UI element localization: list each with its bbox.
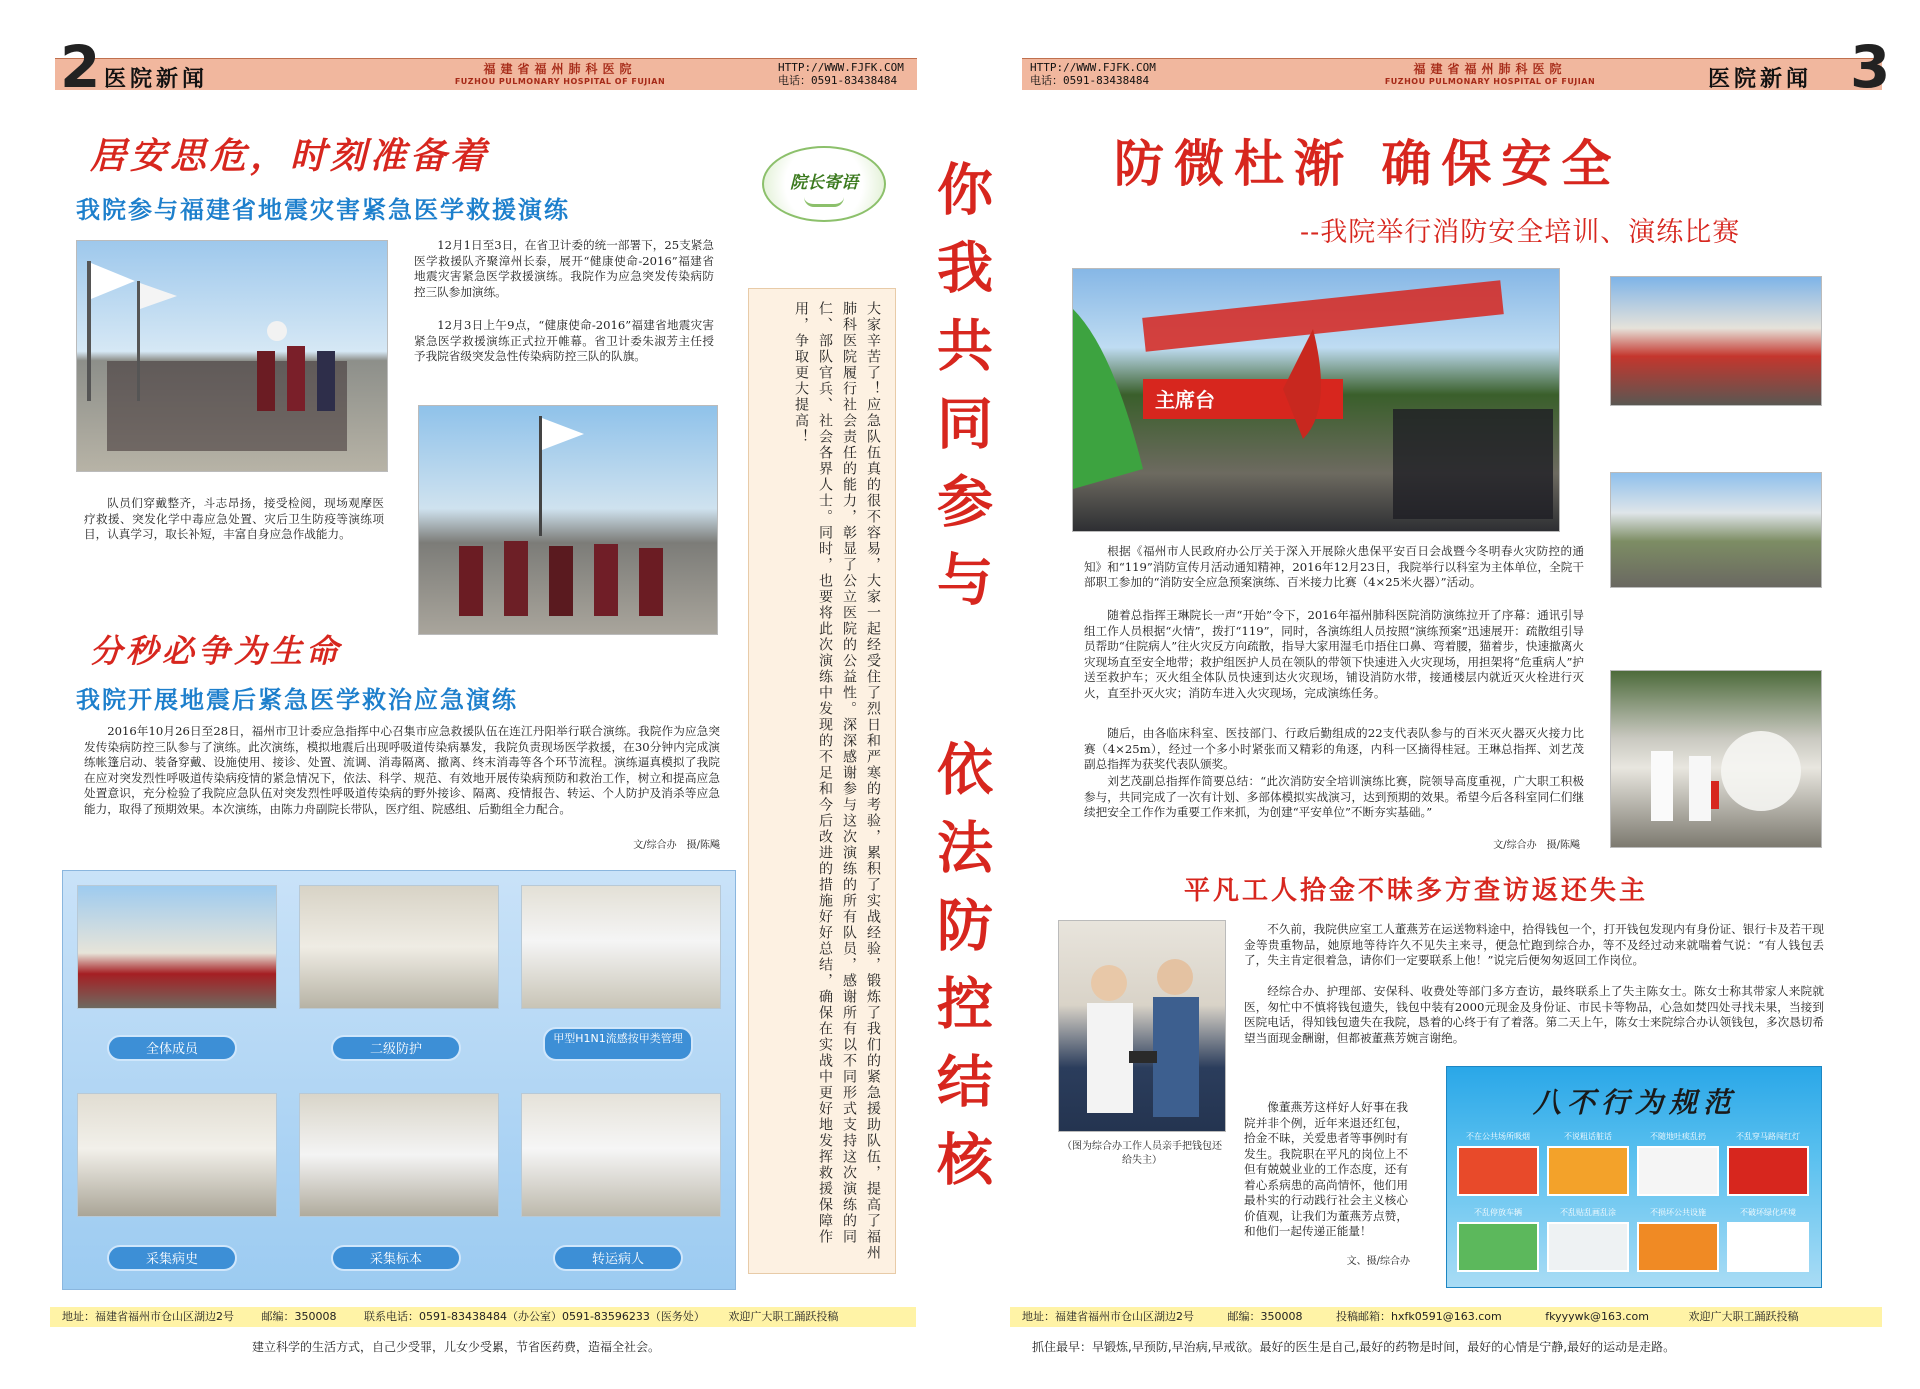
photo-march-parade — [418, 405, 718, 635]
article4-credit: 文、摄/综合办 — [1346, 1256, 1410, 1267]
book-icon — [804, 197, 844, 207]
rules-title: 八不行为规范 — [1532, 1086, 1737, 1119]
rule-4 — [1727, 1131, 1809, 1196]
rule-7 — [1637, 1207, 1719, 1272]
right-page-number: 3 — [1850, 33, 1891, 101]
gallery-caption-2: 二级防护 — [331, 1035, 461, 1061]
gallery-caption-4: 采集病史 — [107, 1245, 237, 1271]
article3-subtitle: --我院举行消防安全培训、演练比赛 — [1300, 217, 1741, 248]
wallet-photo-caption: （图为综合办工作人员亲手把钱包还给失主） — [1062, 1141, 1222, 1166]
rule-1 — [1457, 1131, 1539, 1196]
fire-drill-ceremony-illustration — [1073, 269, 1560, 532]
article1-title: 居安思危，时刻准备着 — [90, 136, 491, 177]
gallery-photo-3 — [521, 885, 721, 1009]
wallet-return-illustration — [1059, 921, 1226, 1132]
rule-3 — [1637, 1131, 1719, 1196]
left-slogan: 建立科学的生活方式，自己少受罪，儿女少受累，节省医药费，造福全社会。 — [252, 1340, 661, 1354]
article3-para1: 根据《福州市人民政府办公厅关于深入开展除火患保平安百日会战暨今冬明春火灾防控的通知》和“119”消防宣传月活动通知精神，2016年12月23日，我院举行以科室为主体单位，全院干部职工参加的“消防安全应急预案演练、百米接力比赛（4×25米火器）”活动。 — [1084, 544, 1584, 589]
right-hospital-english: FUZHOU PULMONARY HOSPITAL OF FUJIAN — [1384, 77, 1596, 86]
rule-1-label: 不在公共场所吸烟 — [1466, 1132, 1530, 1141]
right-phone: 电话：0591-83438484 — [1030, 74, 1150, 87]
rule-7-label: 不损坏公共设施 — [1650, 1208, 1706, 1217]
president-badge-label: 院长寄语 — [790, 173, 858, 193]
no-smoking-icon — [1457, 1146, 1539, 1196]
extinguisher-illustration — [1611, 671, 1822, 848]
left-website-link[interactable]: HTTP://WWW.FJFK.COM — [778, 61, 904, 74]
left-hospital-logo — [430, 60, 690, 86]
gallery-caption-6: 转运病人 — [553, 1245, 683, 1271]
rule-6 — [1547, 1207, 1629, 1272]
right-footer — [1010, 1307, 1882, 1327]
president-note-text: 大家辛苦了！应急队伍真的很不容易，大家一起经受住了烈日和严寒的考验，累积了实战经验，锻炼了我们的紧急援助队伍，提高了福州肺科医院履行社会责任的能力，彰显了公立医院的公益性。深深感谢参与这次演练的所有队员，感谢所有以不同形式支持这次演练的同仁、部队官兵、社会各界人士。同时，也要将此次演练中发现的不足和今后改进的措施好好总结，确保在实战中更好地发挥救援保障作用，争取更大提高！ — [793, 301, 881, 1261]
article1-subtitle: 我院参与福建省地震灾害紧急医学救援演练 — [76, 196, 570, 224]
left-phone: 电话：0591-83438484 — [778, 74, 898, 87]
center-slogan-2: 依法防控结核 — [928, 740, 993, 1208]
photo-fire-drill-ceremony — [1072, 268, 1560, 532]
article4-para2: 经综合办、护理部、安保科、收费处等部门多方查访，最终联系上了失主陈女士。陈女士称其带家人来院就医，匆忙中不慎将钱包遗失，钱包中装有2000元现金及身份证、市民卡等物品，心急如焚四处寻找未果，当接到医院电话，得知钱包遗失在我院，恳着的心终于有了着落。第二天上午，陈女士来院综合办认领钱包，多次恳切希望当面现金酬谢，但都被董燕芳婉言谢绝。 — [1244, 984, 1824, 1045]
left-hospital-english: FUZHOU PULMONARY HOSPITAL OF FUJIAN — [454, 77, 666, 86]
right-hospital-name: 福建省福州肺科医院 — [1413, 62, 1567, 76]
rule-2 — [1547, 1131, 1629, 1196]
left-contact — [778, 61, 904, 87]
left-footer-zip: 邮编：350008 — [261, 1310, 337, 1323]
gallery-caption-5: 采集标本 — [331, 1245, 461, 1271]
center-slogan-1: 你我共同参与 — [928, 160, 993, 628]
right-hospital-logo — [1360, 60, 1620, 86]
article3-title: 防微杜渐 确保安全 — [1114, 135, 1622, 193]
right-section-title: 医院新闻 — [1708, 67, 1813, 92]
article1-para1: 12月1日至3日，在省卫计委的统一部署下，25支紧急医学救援队齐聚漳州长泰，展开“健康使命-2016”福建省地震灾害紧急医学救援演练。我院作为应急突发传染病防控三队参加演练。 — [414, 238, 714, 299]
article2-credit: 文/综合办 摄/陈飚 — [633, 840, 720, 851]
left-footer-phone: 联系电话：0591-83438484（办公室）0591-83596233（医务处） — [364, 1310, 705, 1323]
graffiti-icon — [1547, 1222, 1629, 1272]
article3-para4: 刘艺茂副总指挥作简要总结：“此次消防安全培训演练比赛，院领导高度重视，广大职工积极参与，共同完成了一次有计划、多部体模拟实战演习，达到预期的效果。希望今后各科室同仁们继续把安全工作作为重要工作来抓，为创建“平安单位”不断夯实基础。” — [1084, 774, 1584, 819]
president-note — [748, 288, 896, 1274]
article1-para2: 12月3日上午9点，“健康使命-2016”福建省地震灾害紧急医学救援演练正式拉开帷幕。省卫计委朱淑芳主任授予我院省级突发急性传染病防控三队的队旗。 — [414, 318, 714, 363]
rule-6-label: 不乱贴乱画乱涂 — [1560, 1208, 1616, 1217]
parking-icon — [1457, 1222, 1539, 1272]
president-badge — [762, 146, 886, 222]
gallery-photo-5 — [299, 1093, 499, 1217]
flag-ceremony-illustration — [77, 241, 388, 472]
article4-para3: 像董燕芳这样好人好事在我院并非个例，近年来退还红包，拾金不昧，关爱患者等事例时有发生。我院职在平凡的岗位上不但有兢兢业业的工作态度，还有着心系病患的高尚情怀，他们用最朴实的行动践行社会主义核心价值观，让我们为董燕芳点赞，和他们一起传递正能量！ — [1244, 1100, 1408, 1238]
photo-flag-ceremony — [76, 240, 388, 472]
rule-8-label: 不破坏绿化环境 — [1740, 1208, 1796, 1217]
article2-subtitle: 我院开展地震后紧急医学救治应急演练 — [76, 686, 518, 714]
article1-para3: 队员们穿戴整齐，斗志昂扬，接受检阅，现场观摩医疗救援、突发化学中毒应急处置、灾后卫生防疫等演练项目，认真学习，取长补短，丰富自身应急作战能力。 — [84, 496, 384, 541]
article4-title: 平凡工人拾金不昧多方查访返还失主 — [1184, 876, 1649, 906]
rule-5 — [1457, 1207, 1539, 1272]
photo-evacuation — [1610, 472, 1822, 588]
public-facility-icon — [1637, 1222, 1719, 1272]
right-footer-invite: 欢迎广大职工踊跃投稿 — [1688, 1310, 1799, 1323]
gallery-caption-1: 全体成员 — [107, 1035, 237, 1061]
march-parade-illustration — [419, 406, 718, 635]
photo-wallet-return — [1058, 920, 1226, 1132]
right-contact — [1030, 61, 1156, 87]
right-footer-email-2[interactable]: fkyyywk@163.com — [1545, 1310, 1649, 1323]
photo-gallery — [62, 870, 736, 1290]
banner-text: 主席台 — [1155, 388, 1215, 412]
article2-title: 分秒必争为生命 — [90, 632, 343, 670]
greenery-icon — [1727, 1222, 1809, 1272]
eight-rules-poster — [1446, 1066, 1822, 1288]
left-footer — [50, 1307, 916, 1327]
right-website-link[interactable]: HTTP://WWW.FJFK.COM — [1030, 61, 1156, 74]
gallery-photo-6 — [521, 1093, 721, 1217]
article3-credit: 文/综合办 摄/陈飚 — [1493, 840, 1580, 851]
gallery-photo-4 — [77, 1093, 277, 1217]
rule-5-label: 不乱停放车辆 — [1474, 1208, 1522, 1217]
gallery-photo-1 — [77, 885, 277, 1009]
gallery-caption-3: 甲型H1N1流感按甲类管理 — [543, 1027, 693, 1061]
left-footer-invite: 欢迎广大职工踊跃投稿 — [728, 1310, 839, 1323]
left-section-title: 医院新闻 — [104, 67, 209, 92]
rule-4-label: 不乱穿马路闯红灯 — [1736, 1132, 1800, 1141]
traffic-light-icon — [1727, 1146, 1809, 1196]
right-page — [1000, 0, 1920, 1389]
gallery-photo-2 — [299, 885, 499, 1009]
article4-para1: 不久前，我院供应室工人董燕芳在运送物料途中，拾得钱包一个，打开钱包发现内有身份证、银行卡及若干现金等贵重物品，她原地等待许久不见失主来寻，便急忙跑到综合办，等不及经过动来就喘着气说：“有人钱包丢了，失主肯定很着急，请你们一定要联系上他！”说完后便匆匆返回工作岗位。 — [1244, 922, 1824, 967]
litter-icon — [1637, 1146, 1719, 1196]
speech-icon — [1547, 1146, 1629, 1196]
left-page-number: 2 — [60, 33, 101, 101]
photo-extinguisher-relay — [1610, 670, 1822, 848]
rule-2-label: 不说粗话脏话 — [1564, 1132, 1612, 1141]
right-footer-email-1[interactable]: 投稿邮箱：hxfk0591@163.com — [1336, 1310, 1502, 1323]
right-slogan: 抓住最早：早锻炼,早预防,早治病,早戒欲。最好的医生是自己,最好的药物是时间，最好的心情是宁静,最好的运动是走路。 — [1032, 1340, 1676, 1354]
article2-body: 2016年10月26日至28日，福州市卫计委应急指挥中心召集市应急救援队伍在连江丹阳举行联合演练。我院作为应急突发传染病防控三队参与了演练。此次演练，模拟地震后出现呼吸道传染病暴发，我院负责现场医学救援，在30分钟内完成演练帐篷启动、装备穿戴、设施使用、接诊、处置、流调、消毒隔离、撤离、终末消毒等各个环节流程。演练逼真模拟了我院在应对突发烈性呼吸道传染病疫情的紧急情况下，依法、科学、规范、有效地开展传染病预防和救治工作，树立和提高应急处置意识，充分检验了我院应急队伍对突发烈性呼吸道传染病的野外接诊、隔离、疫情报告、转运、个人防护及消杀等应急能力，取得了预期效果。本次演练，由陈力舟副院长带队，医疗组、院感组、后勤组全力配合。 — [84, 724, 720, 816]
article3-para3: 随后，由各临床科室、医技部门、行政后勤组成的22支代表队参与的百米灭火器灭火接力比赛（4×25m），经过一个多小时紧张而又精彩的角逐，内科一区摘得桂冠。王琳总指挥、刘艺茂副总指挥为获奖代表队颁奖。 — [1084, 726, 1584, 771]
left-footer-address: 地址：福建省福州市仓山区湖边2号 — [62, 1310, 234, 1323]
rule-3-label: 不随地吐痰乱扔 — [1650, 1132, 1706, 1141]
left-hospital-name: 福建省福州肺科医院 — [483, 62, 637, 76]
article3-para2: 随着总指挥王琳院长一声“开始”令下，2016年福州肺科医院消防演练拉开了序幕：通讯引导组工作人员根据“火情”，拨打“119”，同时，各演练组人员按照“演练预案”迅速展开：疏散组引导员帮助“住院病人”往火灾反方向疏散，指导大家用湿毛巾捂住口鼻、弯着腰，猫着步，快速撤离火灾现场直至安全地带；救护组医护人员在领队的带领下快速进入火灾现场，用担架将“危重病人”护送至救护车；灭火组全体队员快速到达火灾现场，铺设消防水带，接通楼层内就近灭火栓进行灭火，直至扑灭火灾；消防车进入火灾现场，完成演练任务。 — [1084, 608, 1584, 700]
rule-8 — [1727, 1207, 1809, 1272]
photo-fire-drill-crowd — [1610, 276, 1822, 406]
right-footer-address: 地址：福建省福州市仓山区湖边2号 — [1022, 1310, 1194, 1323]
right-footer-zip: 邮编：350008 — [1227, 1310, 1303, 1323]
